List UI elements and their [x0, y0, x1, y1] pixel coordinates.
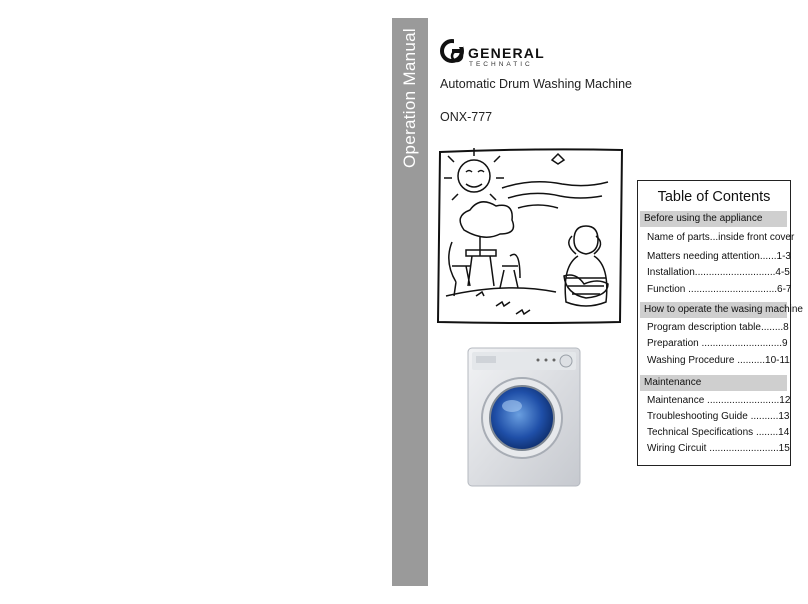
toc-section-heading: How to operate the wasing machine — [640, 302, 787, 318]
product-name: Automatic Drum Washing Machine — [440, 77, 632, 91]
table-of-contents — [637, 180, 803, 466]
toc-title: Table of Contents — [657, 189, 771, 205]
model-number: ONX-777 — [440, 110, 493, 124]
toc-item[interactable]: Name of parts...inside front cover — [647, 232, 795, 243]
toc-item[interactable]: Matters needing attention......1-3 — [647, 251, 791, 262]
toc-section-heading: Before using the appliance — [640, 211, 787, 227]
toc-item[interactable]: Preparation .............................9 — [647, 338, 788, 349]
toc-item[interactable]: Washing Procedure ..........10-11 — [647, 355, 790, 366]
toc-item[interactable]: Wiring Circuit .........................15 — [647, 443, 790, 454]
toc-item[interactable]: Function ................................6-7 — [647, 284, 792, 295]
toc-item[interactable]: Installation.............................4-5 — [647, 267, 790, 278]
brand-name: GENERAL — [468, 45, 545, 61]
spine-title: Operation Manual — [400, 28, 419, 168]
toc-section-heading: Maintenance — [640, 375, 787, 391]
cover-illustration-icon — [436, 146, 624, 324]
toc-item[interactable]: Technical Specifications ........14 — [647, 427, 790, 438]
washing-machine-icon — [466, 346, 582, 488]
brand-subtitle: TECHNATIC — [469, 61, 533, 68]
toc-item[interactable]: Maintenance ..........................12 — [647, 395, 791, 406]
toc-item[interactable]: Troubleshooting Guide ..........13 — [647, 411, 790, 422]
toc-item[interactable]: Program description table........8 — [647, 322, 789, 333]
